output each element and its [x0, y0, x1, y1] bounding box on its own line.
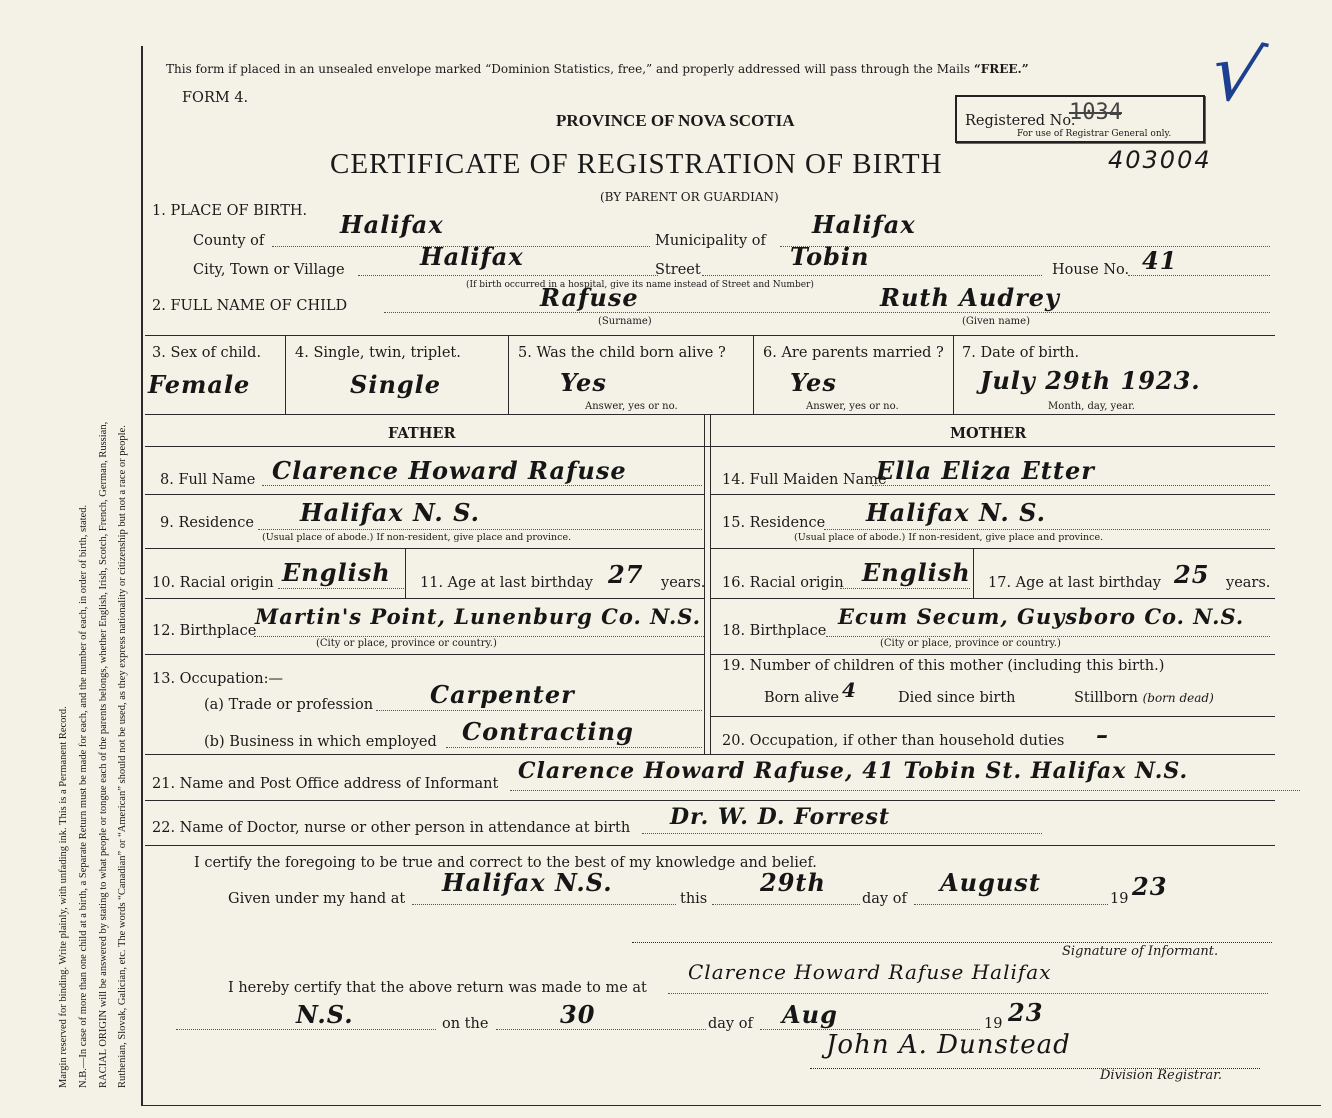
- street-label: Street: [655, 262, 701, 278]
- registrar-day-value: 30: [560, 1000, 596, 1029]
- parents-married-caption: Answer, yes or no.: [806, 401, 899, 412]
- informant-label: 21. Name and Post Office address of Informant: [152, 776, 499, 792]
- registrar-place-value: Clarence Howard Rafuse Halifax: [688, 960, 1052, 984]
- father-age-suffix: years.: [661, 575, 706, 591]
- street-value: Tobin: [790, 242, 870, 271]
- mother-age-suffix: years.: [1226, 575, 1271, 591]
- mother-name-value: Ella Eliza Etter: [876, 456, 1095, 485]
- father-name-value: Clarence Howard Rafuse: [272, 456, 627, 485]
- born-alive-count-label: Born alive: [764, 690, 839, 706]
- certification-statement: I certify the foregoing to be true and correct to the best of my knowledge and belief.: [194, 855, 817, 871]
- child-given-value: Ruth Audrey: [880, 283, 1060, 312]
- mother-age-value: 25: [1174, 560, 1210, 589]
- day-of-label: day of: [862, 891, 907, 907]
- doctor-label: 22. Name of Doctor, nurse or other person in attendance at birth: [152, 820, 631, 836]
- father-occupation-label: 13. Occupation:—: [152, 671, 283, 687]
- child-surname-value: Rafuse: [540, 283, 639, 312]
- mother-birthplace-value: Ecum Secum, Guysboro Co. N.S.: [838, 604, 1245, 629]
- subtitle: (BY PARENT OR GUARDIAN): [600, 190, 779, 204]
- mother-residence-value: Halifax N. S.: [866, 498, 1046, 527]
- parents-married-value: Yes: [790, 368, 837, 397]
- mail-notice: This form if placed in an unsealed envelope marked “Dominion Statistics, free,” and properly addressed will pass through the Mails “FREE.”: [166, 62, 1029, 76]
- mother-occupation-value: –: [1096, 720, 1109, 749]
- sex-label: 3. Sex of child.: [152, 345, 262, 361]
- bottom-border: [141, 1105, 1321, 1106]
- mother-residence-label: 15. Residence: [722, 515, 826, 531]
- registrar-day-of-label: day of: [708, 1016, 753, 1032]
- registrar-month-value: Aug: [782, 1000, 838, 1029]
- place-of-birth-label: 1. PLACE OF BIRTH.: [152, 203, 308, 219]
- province-heading: PROVINCE OF NOVA SCOTIA: [556, 111, 795, 130]
- father-trade-label: (a) Trade or profession: [204, 697, 374, 713]
- this-label: this: [680, 891, 708, 907]
- margin-note-binding: Margin reserved for binding. Write plainly, with unfading ink. This is a Permanent Record.: [58, 706, 69, 1088]
- check-mark: √: [1203, 25, 1271, 125]
- father-business-value: Contracting: [462, 717, 634, 746]
- given-caption: (Given name): [962, 316, 1030, 327]
- registered-box: [955, 95, 1205, 143]
- mother-name-label: 14. Full Maiden Name: [722, 472, 887, 488]
- margin-note-racial-origin: RACIAL ORIGIN will be answered by stating to what people or tongue each of the parents belongs, whether English, Irish, Scotch, French, German, Russian,: [98, 421, 109, 1088]
- given-year-prefix: 19: [1110, 891, 1129, 907]
- signature-of-informant-caption: Signature of Informant.: [1062, 944, 1219, 959]
- father-age-label: 11. Age at last birthday: [420, 575, 593, 591]
- born-alive-value: Yes: [560, 368, 607, 397]
- county-label: County of: [193, 233, 265, 249]
- father-residence-label: 9. Residence: [160, 515, 254, 531]
- informant-value: Clarence Howard Rafuse, 41 Tobin St. Halifax N.S.: [518, 758, 1189, 784]
- registrar-place-continued: N.S.: [296, 1000, 354, 1029]
- mother-birthplace-caption: (City or place, province or country.): [880, 638, 1061, 649]
- mother-occupation-label: 20. Occupation, if other than household duties: [722, 733, 1065, 749]
- father-residence-value: Halifax N. S.: [300, 498, 480, 527]
- registered-number: 1034: [1069, 100, 1122, 125]
- father-birthplace-label: 12. Birthplace: [152, 623, 257, 639]
- given-month-value: August: [940, 868, 1041, 897]
- mother-age-label: 17. Age at last birthday: [988, 575, 1161, 591]
- dob-label: 7. Date of birth.: [962, 345, 1080, 361]
- plurality-label: 4. Single, twin, triplet.: [295, 345, 461, 361]
- county-value: Halifax: [340, 210, 444, 239]
- father-trade-value: Carpenter: [430, 680, 575, 709]
- born-alive-label: 5. Was the child born alive ?: [518, 345, 726, 361]
- child-name-label: 2. FULL NAME OF CHILD: [152, 298, 348, 314]
- house-label: House No.: [1052, 262, 1130, 278]
- given-day-value: 29th: [760, 868, 826, 897]
- stillborn-label: Stillborn (born dead): [1074, 690, 1214, 706]
- father-age-value: 27: [608, 560, 644, 589]
- registrar-year-prefix: 19: [984, 1016, 1003, 1032]
- plurality-value: Single: [350, 370, 442, 399]
- father-race-label: 10. Racial origin: [152, 575, 274, 591]
- born-alive-caption: Answer, yes or no.: [585, 401, 678, 412]
- municipality-value: Halifax: [812, 210, 916, 239]
- mother-race-value: English: [862, 558, 971, 587]
- house-value: 41: [1142, 246, 1178, 275]
- left-border: [141, 46, 143, 1106]
- father-birthplace-caption: (City or place, province or country.): [316, 638, 497, 649]
- municipality-label: Municipality of: [655, 233, 766, 249]
- surname-caption: (Surname): [598, 316, 652, 327]
- father-business-label: (b) Business in which employed: [204, 734, 437, 750]
- doctor-value: Dr. W. D. Forrest: [670, 804, 890, 830]
- registrar-statement: I hereby certify that the above return was made to me at: [228, 980, 647, 996]
- registered-label: Registered No.: [965, 113, 1076, 129]
- father-race-value: English: [282, 558, 391, 587]
- hospital-note: (If birth occurred in a hospital, give its name instead of Street and Number): [466, 280, 814, 290]
- mother-residence-caption: (Usual place of abode.) If non-resident, give place and province.: [794, 532, 1104, 543]
- father-birthplace-value: Martin's Point, Lunenburg Co. N.S.: [255, 604, 702, 629]
- dob-caption: Month, day, year.: [1048, 401, 1135, 412]
- father-heading: FATHER: [388, 425, 456, 442]
- mother-heading: MOTHER: [950, 425, 1027, 442]
- registrar-signature: John A. Dunstead: [826, 1030, 1071, 1060]
- margin-note-nationality: Ruthenian, Slovak, Galician, etc. The words “Canadian” or “American” should not be used, as they express nationality or citizenship but not a race or people.: [117, 425, 128, 1088]
- born-alive-count-value: 4: [842, 678, 857, 702]
- registrar-year-value: 23: [1008, 998, 1044, 1027]
- parents-married-label: 6. Are parents married ?: [763, 345, 944, 361]
- file-number: 403004: [1108, 146, 1212, 174]
- dob-value: July 29th 1923.: [980, 366, 1201, 395]
- died-since-birth-label: Died since birth: [898, 690, 1016, 706]
- form-number: FORM 4.: [182, 90, 249, 106]
- given-year-value: 23: [1132, 872, 1168, 901]
- sex-value: Female: [148, 370, 251, 399]
- on-the-label: on the: [442, 1016, 489, 1032]
- given-place-value: Halifax N.S.: [442, 868, 613, 897]
- margin-note-multiple-births: N.B.—In case of more than one child at a birth, a Separate Return must be made for each, and the number of each, in order of birth, stated.: [78, 504, 89, 1088]
- registrar-use-note: For use of Registrar General only.: [1017, 129, 1172, 139]
- father-residence-caption: (Usual place of abode.) If non-resident, give place and province.: [262, 532, 572, 543]
- mother-birthplace-label: 18. Birthplace: [722, 623, 827, 639]
- certificate-title: CERTIFICATE OF REGISTRATION OF BIRTH: [330, 148, 943, 180]
- division-registrar-caption: Division Registrar.: [1100, 1068, 1222, 1083]
- city-value: Halifax: [420, 242, 524, 271]
- mother-race-label: 16. Racial origin: [722, 575, 844, 591]
- city-label: City, Town or Village: [193, 262, 345, 278]
- mother-children-label: 19. Number of children of this mother (including this birth.): [722, 658, 1165, 674]
- father-name-label: 8. Full Name: [160, 472, 256, 488]
- given-under-hand-label: Given under my hand at: [228, 891, 406, 907]
